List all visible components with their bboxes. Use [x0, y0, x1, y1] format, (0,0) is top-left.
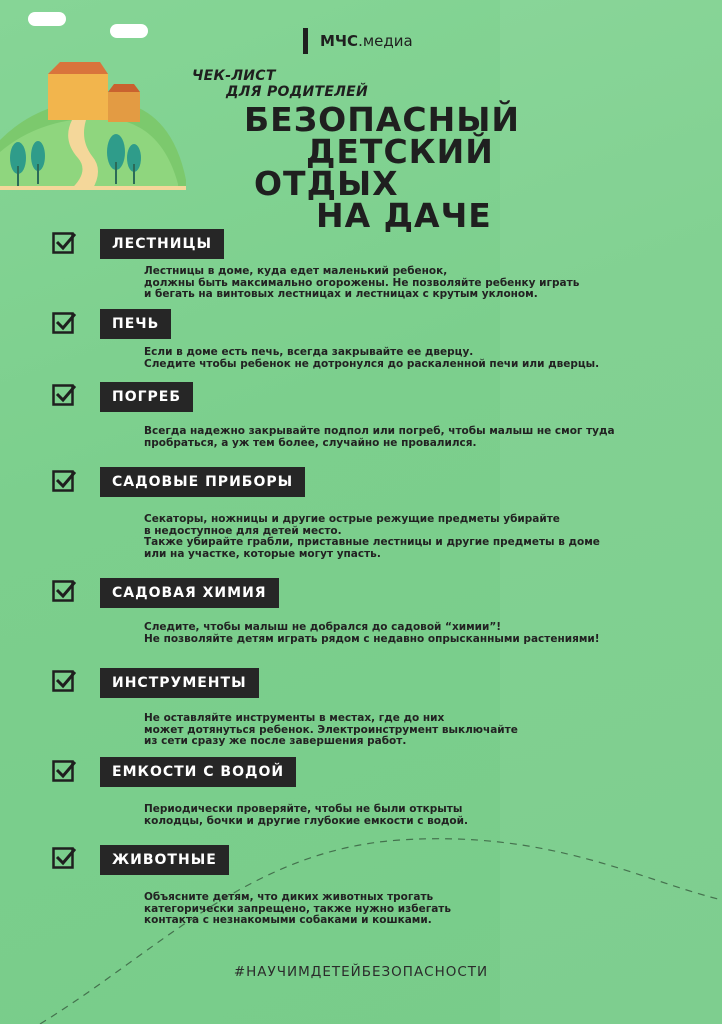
brand-bar [303, 28, 308, 54]
cloud-icon [28, 10, 68, 28]
checkbox-checked-icon [52, 384, 76, 408]
title-line1: БЕЗОПАСНЫЙ [244, 100, 520, 139]
item-title: ЕМКОСТИ С ВОДОЙ [100, 757, 296, 787]
house-on-hill-illustration [0, 60, 190, 192]
checkbox-checked-icon [52, 580, 76, 604]
subtitle-line2: ДЛЯ РОДИТЕЛЕЙ [226, 84, 369, 100]
checkbox-checked-icon [52, 760, 76, 784]
item-title: ПОГРЕБ [100, 382, 193, 412]
checkbox-checked-icon [52, 670, 76, 694]
item-title: ЖИВОТНЫЕ [100, 845, 229, 875]
item-title: САДОВАЯ ХИМИЯ [100, 578, 279, 608]
item-text: Секаторы, ножницы и другие острые режущие предметы убирайте в недоступное для детей место. Также убирайте грабли, приставные лестницы и другие предметы в доме или на участке, которые могут упасть. [144, 513, 600, 560]
item-title: САДОВЫЕ ПРИБОРЫ [100, 467, 305, 497]
item-text: Не оставляйте инструменты в местах, где до них может дотянуться ребенок. Электроинструмент выключайте из сети сразу же после завершения работ. [144, 712, 518, 747]
hashtag: #НАУЧИМДЕТЕЙБЕЗОПАСНОСТИ [233, 964, 489, 980]
item-text: Следите, чтобы малыш не добрался до садовой “химии”! Не позволяйте детям играть рядом с недавно опрысканными растениями! [144, 621, 600, 645]
item-text: Всегда надежно закрывайте подпол или погреб, чтобы малыш не смог туда пробраться, а уж тем более, случайно не провалился. [144, 425, 615, 449]
item-title: ПЕЧЬ [100, 309, 171, 339]
title-line2: ДЕТСКИЙ [306, 132, 494, 171]
checkbox-checked-icon [52, 470, 76, 494]
item-title: ИНСТРУМЕНТЫ [100, 668, 259, 698]
brand-logo [303, 28, 413, 54]
checkbox-checked-icon [52, 312, 76, 336]
brand-name: МЧС [320, 32, 359, 50]
cloud-icon [110, 22, 150, 40]
subtitle-line1: ЧЕК-ЛИСТ [192, 68, 276, 84]
item-text: Объясните детям, что диких животных трогать категорически запрещено, также нужно избегать контакта с незнакомыми собаками и кошками. [144, 891, 452, 926]
item-text: Лестницы в доме, куда едет маленький ребенок, должны быть максимально огорожены. Не позволяйте ребенку играть и бегать на винтовых лестницах и лестницах с крутым уклоном. [144, 265, 580, 300]
title-line4: НА ДАЧЕ [316, 196, 492, 235]
checkbox-checked-icon [52, 232, 76, 256]
item-title: ЛЕСТНИЦЫ [100, 229, 224, 259]
item-text: Периодически проверяйте, чтобы не были открыты колодцы, бочки и другие глубокие емкости с водой. [144, 803, 468, 827]
item-text: Если в доме есть печь, всегда закрывайте ее дверцу. Следите чтобы ребенок не дотронулся до раскаленной печи или дверцы. [144, 346, 600, 370]
checkbox-checked-icon [52, 847, 76, 871]
brand-suffix: .медиа [358, 32, 413, 50]
title-line3: ОТДЫХ [254, 164, 399, 203]
